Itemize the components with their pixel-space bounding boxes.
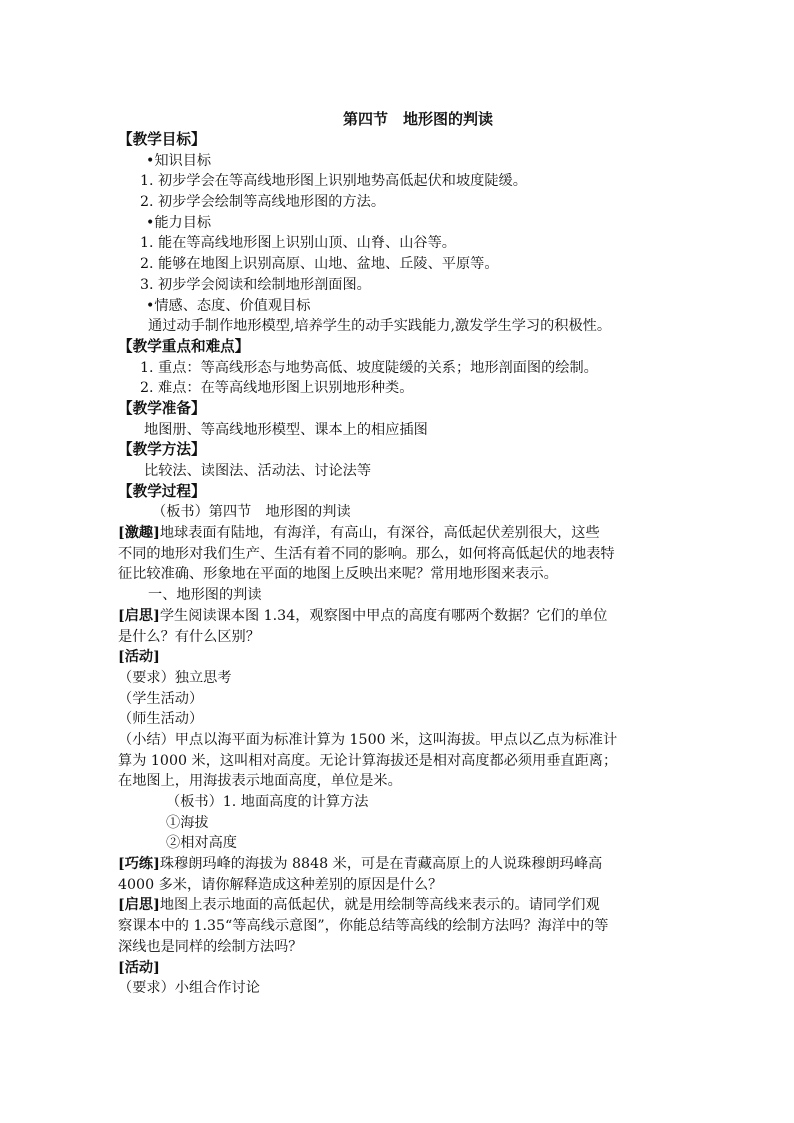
knowledge-goal-item: 1. 初步学会在等高线地形图上识别地势高低起伏和坡度陡缓。 [140,173,527,190]
think-tag: [启思] [118,897,160,914]
teacher-student-activity: （师生活动） [118,711,204,728]
emotion-goal-text: 通过动手制作地形模型,培养学生的动手实践能力,激发学生学习的积极性。 [148,318,612,335]
student-activity: （学生活动） [118,690,204,707]
intro-tag: [激趣] [118,525,160,542]
knowledge-goal-label: •知识目标 [146,152,212,169]
think-paragraph-line: 察课本中的 1.35“等高线示意图”，你能总结等高线的绘制方法吗？海洋中的等 [118,918,609,935]
think-paragraph-line: 是什么？有什么区别？ [118,628,260,645]
intro-paragraph-line: 征比较准确、形象地在平面的地图上反映出来呢？常用地形图来表示。 [118,566,558,583]
key-point-item: 1. 重点：等高线形态与地势高低、坡度陡缓的关系；地形剖面图的绘制。 [140,359,598,376]
knowledge-goal-item: 2. 初步学会绘制等高线地形图的方法。 [140,194,386,211]
activity-tag: [活动] [118,649,160,666]
board-note: （板书）1. 地面高度的计算方法 [166,794,369,810]
activity-requirement: （要求）小组合作讨论 [118,980,260,997]
page-title: 第四节 地形图的判读 [342,110,493,128]
ability-goal-item: 3. 初步学会阅读和绘制地形剖面图。 [140,276,371,293]
ability-goal-item: 2. 能够在地图上识别高原、山地、盆地、丘陵、平原等。 [140,256,499,273]
methods-text: 比较法、读图法、活动法、讨论法等 [144,463,372,479]
summary-line: 算为 1000 米，这叫相对高度。无论计算海拔还是相对高度都必须用垂直距离； [118,752,618,769]
think-text: 地图上表示地面的高低起伏，就是用绘制等高线来表示的。请同学们观 [159,897,600,914]
objectives-heading: 【教学目标】 [118,131,206,148]
intro-text: 地球表面有陆地，有海洋，有高山，有深谷，高低起伏差别很大，这些 [159,525,600,542]
practice-paragraph-line [118,854,678,875]
methods-heading: 【教学方法】 [118,441,206,459]
intro-paragraph-line: 不同的地形对我们生产、生活有着不同的影响。那么，如何将高低起伏的地表特 [118,545,615,562]
practice-paragraph-line: 4000 多米，请你解释造成这种差别的原因是什么？ [118,876,443,893]
difficult-point-item: 2. 难点：在等高线地形图上识别地形种类。 [140,380,414,397]
practice-tag: [巧练] [118,856,160,873]
summary-line: 在地图上，用海拔表示地面高度，单位是米。 [118,773,402,790]
think-text: 学生阅读课本图 1.34，观察图中甲点的高度有哪两个数据？它们的单位 [159,607,608,624]
board-note-item: ②相对高度 [166,835,237,852]
preparation-heading: 【教学准备】 [118,399,206,417]
think-tag: [启思] [118,607,160,624]
section-heading: 一、地形图的判读 [148,587,262,604]
ability-goal-label: •能力目标 [146,214,212,231]
activity-tag: [活动] [118,959,160,976]
think-paragraph-line: 深线也是同样的绘制方法吗？ [118,938,303,955]
lesson-plan-body [118,108,678,999]
summary-line: （小结）甲点以海平面为标准计算为 1500 米，这叫海拔。甲点以乙点为标准计 [118,731,618,748]
think-paragraph-line [118,895,678,916]
intro-paragraph-line [118,523,678,544]
key-points-heading: 【教学重点和难点】 [118,337,250,355]
preparation-text: 地图册、等高线地形模型、课本上的相应插图 [144,421,428,438]
board-title: （板书）第四节 地形图的判读 [152,504,351,521]
think-paragraph-line [118,606,678,627]
process-heading: 【教学过程】 [118,482,206,500]
ability-goal-item: 1. 能在等高线地形图上识别山顶、山脊、山谷等。 [140,235,456,252]
emotion-goal-label: •情感、态度、价值观目标 [146,297,311,314]
activity-requirement: （要求）独立思考 [118,669,232,686]
practice-text: 珠穆朗玛峰的海拔为 8848 米，可是在青藏高原上的人说珠穆朗玛峰高 [159,856,603,873]
board-note-item: ①海拔 [166,814,209,831]
